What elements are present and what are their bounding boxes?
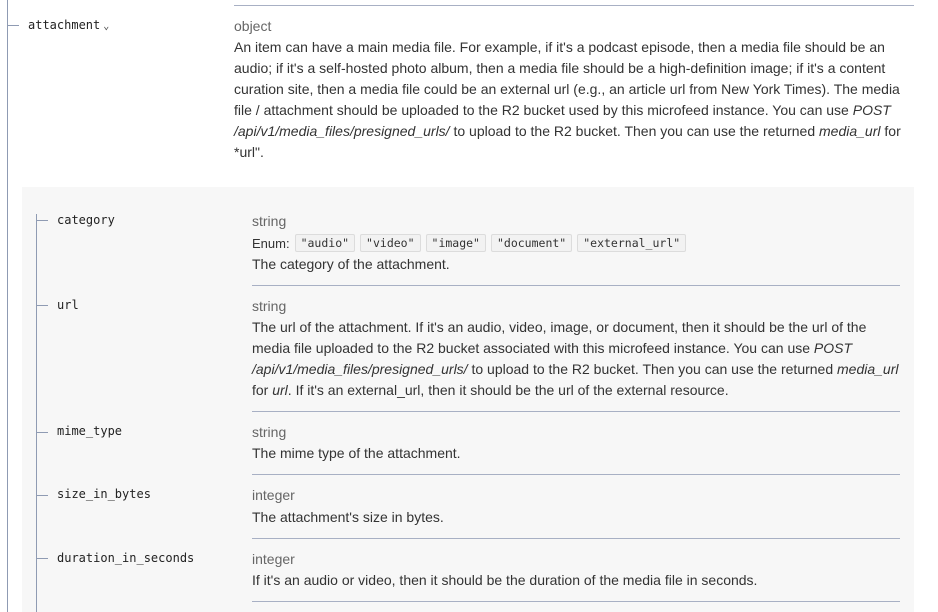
property-mime-type: mime_type — [57, 424, 123, 438]
tree-tick — [36, 495, 48, 496]
outer-tree-tick — [7, 25, 19, 26]
enum-values — [252, 234, 686, 252]
row-separator — [252, 538, 900, 539]
enum-value: "document" — [491, 234, 572, 252]
tree-tick — [36, 220, 48, 221]
property-name: attachment — [28, 18, 101, 32]
property-description: The category of the attachment. — [252, 256, 450, 272]
property-description: The mime type of the attachment. — [252, 445, 461, 461]
property-type: integer — [252, 551, 295, 567]
row-separator — [252, 285, 900, 286]
row-separator — [252, 474, 900, 475]
enum-value: "audio" — [295, 234, 355, 252]
enum-value: "image" — [426, 234, 486, 252]
property-type: string — [252, 213, 287, 229]
property-description: The attachment's size in bytes. — [252, 509, 444, 525]
row-separator — [252, 601, 900, 602]
property-type: string — [252, 298, 287, 314]
property-description: The url of the attachment. If it's an audio, video, image, or document, then it should be the url of the media file uploaded to the R2 bucket associated with this microfeed instance. You can use POST /api/v1/media_files/presigned_urls/ to upload to the R2 bucket. Then you can use the returned media_url for url. If it's an external_url, then it should be the url of the external resource. — [252, 319, 899, 398]
top-separator — [234, 5, 914, 6]
enum-value: "video" — [360, 234, 420, 252]
row-separator — [252, 411, 900, 412]
property-category: category — [57, 213, 115, 227]
property-attachment[interactable] — [28, 18, 109, 32]
tree-tick — [36, 305, 48, 306]
property-type: integer — [252, 487, 295, 503]
chevron-down-icon[interactable]: ⌄ — [103, 21, 110, 32]
property-type: object — [234, 18, 272, 34]
property-duration-in-seconds: duration_in_seconds — [57, 551, 195, 565]
enum-value: "external_url" — [577, 234, 686, 252]
property-size-in-bytes: size_in_bytes — [57, 487, 151, 501]
outer-tree-tick-cap — [7, 20, 8, 31]
property-description: An item can have a main media file. For example, if it's a podcast episode, then a media file should be an audio; if it's a self-hosted photo album, then a media file should be a high-definition image; if it's a content curation site, then a media file could be an external url (e.g., an article url from New York Times). The media file / attachment should be uploaded to the R2 bucket used by this microfeed instance. You can use POST /api/v1/media_files/presigned_urls/ to upload to the R2 bucket. Then you can use the returned media_url for *url". — [234, 39, 901, 160]
tree-tick — [36, 432, 48, 433]
tree-tick-cap — [36, 553, 37, 564]
outer-tree-line — [7, 0, 8, 612]
property-type: string — [252, 424, 287, 440]
property-url: url — [57, 298, 79, 312]
tree-tick — [36, 558, 48, 559]
enum-label: Enum: — [252, 235, 290, 251]
property-description: If it's an audio or video, then it should be the duration of the media file in seconds. — [252, 572, 758, 588]
